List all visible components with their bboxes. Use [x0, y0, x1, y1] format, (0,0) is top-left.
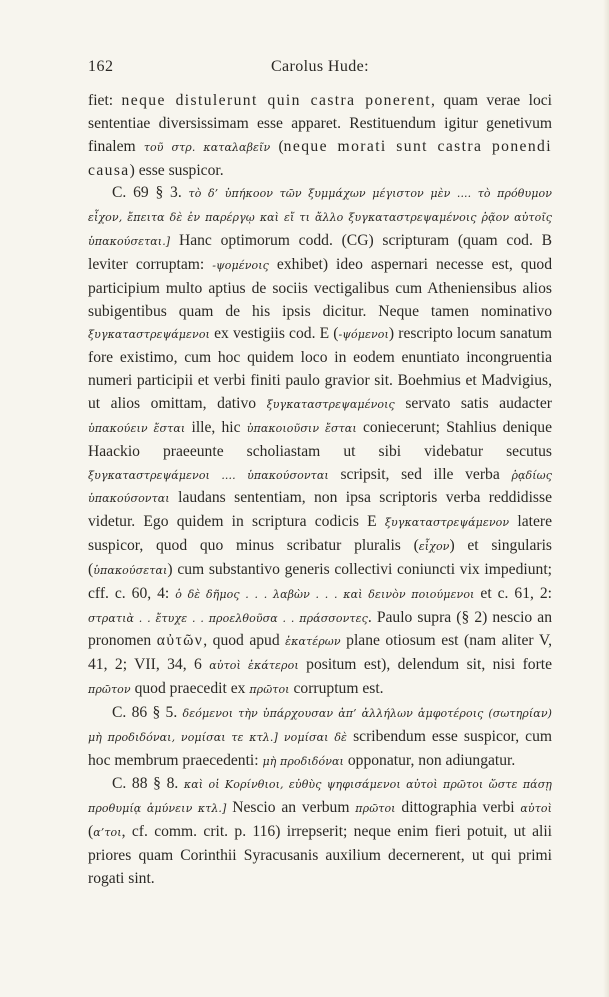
greek-text: ὑπακούειν ἔσται — [88, 421, 186, 435]
greek-text: καὶ οἱ Κορίνθιοι, εὐθὺς ψηφισάμενοι αὐτοὶ πρῶτοι ὥστε πάσῃ προθυμίᾳ ἀμύνειν κτλ.] — [88, 778, 552, 816]
latin-text: opponatur, non adiungatur. — [343, 751, 516, 769]
latin-text: ) cum substantivo generis collectivi coniuncti vix impediunt; cff. c. 60, 4: — [88, 560, 552, 602]
greek-text: τὸ δ’ ὑπήκοον τῶν ξυμμάχων μέγιστον μὲν .... τὸ πρόθυμον εἶχον, ἔπειτα δὲ ἐν παρέργῳ καὶ εἴ τι ἄλλο ξυγκαταστρεψαμένοις ῥᾷον αὐτοῖς ὑπακούσεται.] — [88, 187, 552, 249]
latin-text: fiet: — [88, 92, 122, 109]
greek-text: νομίσαι δὲ — [283, 730, 348, 744]
paragraph — [88, 90, 552, 182]
page-edge-shadow — [603, 0, 609, 997]
greek-text: πρῶτον — [88, 683, 131, 697]
greek-text: ξυγκαταστρεψάμενοι .... ὑπακούσονται — [88, 468, 329, 482]
latin-text: C. 69 § 3. — [112, 184, 189, 202]
greek-text: τοῦ στρ. καταλαβεῖν — [143, 140, 271, 154]
greek-text: ὑπακούσεται — [93, 563, 168, 577]
latin-text: ( — [88, 823, 94, 841]
spaced-latin-text: αὐτῶν — [156, 632, 204, 650]
latin-text: C. 88 § 8. — [112, 775, 184, 793]
latin-text: ex vestigiis cod. E ( — [209, 325, 339, 343]
latin-text: servato satis audacter — [394, 394, 552, 412]
greek-text: ὑπακοιοῦσιν ἔσται — [246, 421, 357, 435]
latin-text: ( — [270, 137, 284, 155]
latin-text: , quod apud — [203, 632, 286, 650]
latin-text: latere suspicor, quod quo minus scribatur pluralis ( — [88, 513, 552, 555]
latin-text: C. 86 § 5. — [112, 703, 183, 721]
latin-text: coniecerunt; Stahlius denique Haackio praeeunte scholiastam ut sibi videbatur secutus — [88, 418, 552, 460]
latin-text: et c. 61, 2: — [474, 584, 552, 602]
latin-text: scripsit, sed ille verba — [328, 465, 512, 483]
latin-text: Nescio an verbum — [226, 799, 356, 817]
greek-text: -ψόμενοι — [338, 328, 389, 342]
latin-text: quod praecedit ex — [130, 680, 250, 698]
latin-text: plane otiosum est (nam aliter V, 41, 2; VII, 34, 6 — [88, 632, 552, 674]
latin-text: , quam verae loci sententiae diversissimam esse apparet. Restituendum igitur genetivum finalem — [88, 92, 552, 155]
page-header — [88, 58, 552, 82]
greek-text: αὐτοὶ — [520, 802, 553, 816]
latin-text: ) rescripto locum sanatum fore existimo, cum hoc quidem loco in eodem enuntiato incongruentia numeri participii et verbi finiti paulo gravior sit. Boehmius et Madvigius, ut alios omittam, dativo — [88, 325, 553, 412]
greek-text: ξυγκαταστρεψάμενοι — [88, 328, 210, 342]
latin-text: laudans sententiam, non ipsa scriptoris verba reddidisse videtur. Ego quidem in scriptura codicis E — [88, 489, 552, 531]
latin-text: scribendum esse suspicor, cum hoc membrum praecedenti: — [88, 727, 553, 769]
latin-text: exhibet) ideo aspernari necesse est, quod participium multo aptius de sociis vectigalibus cum Atheniensibus alios subigentibus quam de his ipsis dicitur. Neque tamen nominativo — [88, 255, 552, 320]
spaced-latin-text: neque morati sunt castra ponendi causa — [88, 137, 552, 179]
latin-text: corruptum est. — [289, 680, 384, 698]
greek-text: ῥᾳδίως ὑπακούσονται — [88, 468, 552, 506]
greek-text: εἶχον — [418, 540, 450, 554]
latin-text: ) et singularis ( — [88, 537, 552, 578]
page-body — [88, 90, 552, 891]
latin-text: Hanc optimorum codd. (CG) scripturam (quam cod. B leviter corruptam: — [88, 232, 552, 273]
greek-text: μὴ προδιδόναι — [262, 754, 344, 768]
greek-text: -ψομένοις — [212, 258, 269, 272]
greek-text: στρατιὰ . . ἔτυχε . . προελθοῦσα . . πράσσοντες — [88, 611, 368, 625]
running-title: Carolus Hude: — [270, 58, 370, 75]
greek-text: πρῶτοι — [249, 683, 290, 697]
greek-text: ξυγκαταστρεψαμένοις — [266, 397, 395, 411]
paragraph — [88, 773, 552, 890]
paragraph — [88, 702, 552, 774]
latin-text: ) esse suspicor. — [129, 161, 224, 179]
paragraph — [88, 182, 552, 702]
greek-text: ξυγκαταστρεψάμενον — [384, 516, 510, 530]
latin-text: , cf. comm. crit. p. 116) irrepserit; neque enim fieri potuit, ut alii priores quam Corinthii Syracusanis auxilium decernerent, ut qui primi rogati sint. — [88, 823, 552, 887]
page-number: 162 — [88, 58, 114, 75]
greek-text: δεόμενοι τὴν ὑπάρχουσαν ἀπ’ ἀλλήλων ἀμφοτέροις (σωτηρίαν) μὴ προδιδόναι, νομίσαι τε κτλ.] — [88, 706, 552, 744]
latin-text: . Paulo supra (§ 2) nescio an pronomen — [88, 608, 552, 650]
spaced-latin-text: neque distulerunt quin castra ponerent — [121, 92, 432, 109]
greek-text: πρῶτοι — [355, 802, 396, 816]
greek-text: αὐτοὶ ἑκάτεροι — [209, 659, 299, 673]
greek-text: α’τοι — [93, 826, 122, 840]
latin-text: dittographia verbi — [395, 799, 521, 817]
greek-text: ἑκατέρων — [285, 635, 341, 649]
latin-text: ille, hic — [185, 418, 247, 436]
greek-text: ὁ δὲ δῆμος . . . λαβὼν . . . καὶ δεινὸν ποιούμενοι — [175, 587, 475, 601]
latin-text: positum est), delendum sit, nisi forte — [298, 656, 553, 674]
